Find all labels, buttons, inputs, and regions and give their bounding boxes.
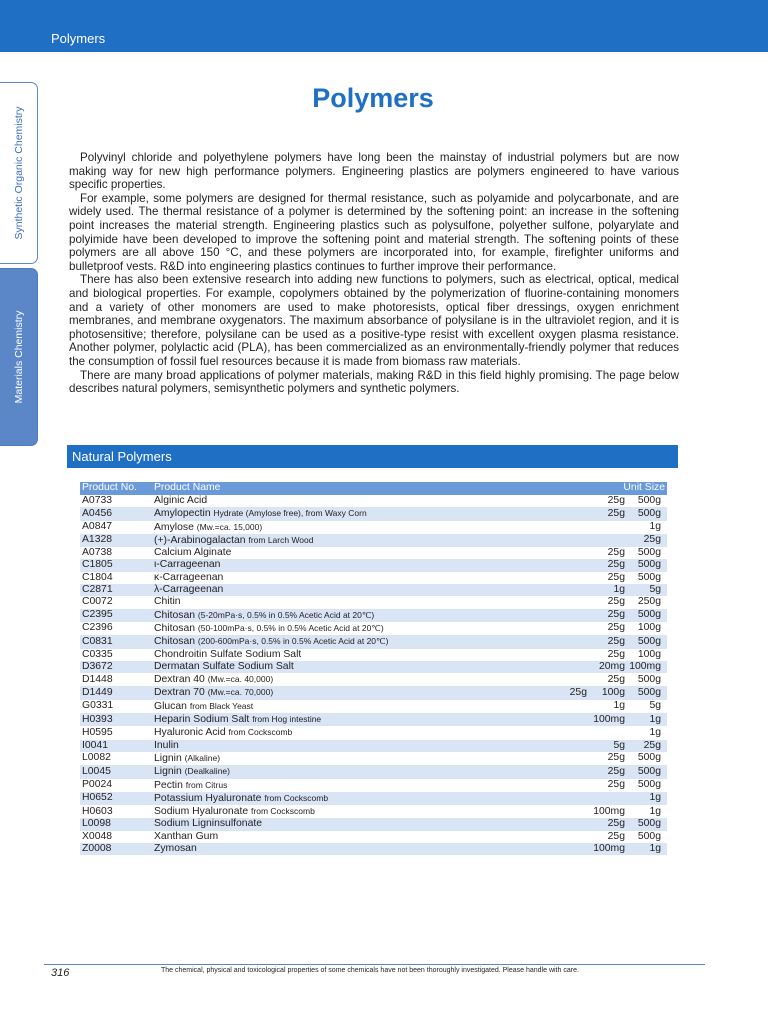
product-name: Amylopectin [154, 508, 211, 520]
product-name-cell [152, 609, 555, 622]
row-end-spacer [663, 740, 667, 752]
unit-size: 5g [627, 584, 663, 596]
unit-size [555, 622, 589, 635]
unit-size [555, 713, 589, 726]
product-note: from Black Yeast [189, 700, 254, 711]
paragraph: There has also been extensive research into adding new functions to polymers, such as electrical, optical, medical and biological properties. For example, copolymers obtained by the polymerization of fluorine-containing monomers and a variety of other monomers are used to make photoresists, optical fiber dressings, oxygen enrichment membranes, and membrane oxygenators. The maximum absorbance of polysilane is in the ultraviolet region, and it is photosensitive; therefore, polysilane can be used as a positive-type resist with excellent oxygen plasma resistance. Another polymer, polylactic acid (PLA), has been commercialized as an environmentally-friendly polymer that reduces the consumption of fossil fuel resources because it is made from biomass raw materials. [69, 273, 679, 368]
unit-size: 100mg [589, 713, 627, 726]
product-number: X0048 [82, 830, 113, 842]
product-number: A0738 [82, 547, 113, 559]
product-name: Glucan [154, 700, 187, 712]
row-end-spacer [663, 521, 667, 534]
unit-size: 25g [607, 495, 625, 506]
intro-text [69, 151, 679, 396]
table-row [80, 495, 667, 507]
product-name-cell [152, 622, 555, 635]
unit-size: 25g [607, 779, 625, 791]
product-number: H0652 [80, 792, 152, 805]
unit-size: 1g [649, 726, 661, 738]
product-number: C1804 [82, 571, 113, 583]
table-row [80, 622, 667, 635]
unit-size: 100mg [593, 805, 625, 817]
unit-size [555, 559, 589, 571]
product-number: L0098 [80, 818, 152, 830]
row-end-spacer [663, 559, 667, 571]
row-end-spacer [663, 818, 667, 830]
product-name-cell [152, 818, 555, 830]
product-name-cell [152, 572, 555, 584]
side-tab-label: Materials Chemistry [12, 310, 25, 404]
unit-size: 500g [637, 830, 661, 842]
unit-size: 500g [627, 686, 663, 699]
product-name: Dextran 40 [154, 674, 205, 686]
unit-size [555, 843, 589, 855]
product-name: Dermatan Sulfate Sodium Salt [154, 660, 294, 672]
product-name: Xanthan Gum [154, 830, 219, 842]
product-note: (Mw.=ca. 15,000) [196, 521, 263, 532]
side-tab-label: Synthetic Organic Chemistry [12, 106, 25, 240]
unit-size [555, 792, 589, 805]
unit-size: 25g [607, 752, 625, 764]
row-end-spacer [663, 752, 667, 765]
product-name: Lignin [154, 766, 182, 778]
product-name: Chitin [154, 596, 181, 608]
product-name: λ-Carrageenan [154, 584, 224, 596]
product-note: (Alkaline) [184, 752, 221, 763]
table-row [80, 818, 667, 830]
product-number: D1448 [82, 673, 113, 685]
row-end-spacer [663, 726, 667, 739]
row-end-spacer [663, 495, 667, 507]
table-row [80, 726, 667, 739]
row-end-spacer [663, 596, 667, 608]
product-name: Lignin [154, 752, 182, 764]
row-end-spacer [663, 534, 667, 547]
table-row [80, 752, 667, 765]
table-row [80, 609, 667, 622]
product-number: D3672 [80, 661, 152, 673]
table-row [80, 635, 667, 648]
product-name: Sodium Hyaluronate [154, 806, 249, 818]
product-number: C2395 [80, 609, 152, 622]
product-name-cell [152, 713, 555, 726]
product-name-cell [152, 649, 555, 661]
product-name: Calcium Alginate [154, 547, 232, 559]
product-name-cell [152, 547, 555, 559]
page-title: Polymers [312, 83, 434, 113]
product-name: Inulin [154, 739, 179, 751]
unit-size: 500g [637, 673, 661, 685]
unit-size [555, 765, 589, 778]
unit-size: 1g [613, 700, 625, 712]
unit-size: 25g [607, 547, 625, 559]
unit-size: 500g [637, 571, 661, 583]
product-name: Alginic Acid [154, 495, 208, 506]
row-end-spacer [663, 700, 667, 713]
row-end-spacer [663, 843, 667, 855]
product-note: (5-20mPa·s, 0.5% in 0.5% Acetic Acid at 20℃) [197, 609, 375, 620]
product-name-cell [152, 779, 555, 792]
product-note: (Mw.=ca. 70,000) [207, 687, 274, 698]
unit-size [555, 673, 589, 686]
product-note: (Mw.=ca. 40,000) [207, 674, 274, 685]
unit-size: 1g [627, 713, 663, 726]
product-number: C2396 [82, 622, 113, 634]
product-number: Z0008 [80, 843, 152, 855]
product-name: (+)-Arabinogalactan [154, 534, 246, 546]
unit-size [555, 635, 589, 648]
row-end-spacer [663, 507, 667, 520]
footer-disclaimer: The chemical, physical and toxicological properties of some chemicals have not been thoroughly investigated. Please handle with care. [161, 967, 579, 974]
paragraph: There are many broad applications of polymer materials, making R&D in this field highly promising. The page below describes natural polymers, semisynthetic polymers and synthetic polymers. [69, 368, 679, 396]
product-name: Chitosan [154, 636, 196, 648]
product-note: Hydrate (Amylose free), from Waxy Corn [213, 508, 367, 519]
product-name-cell [152, 584, 555, 596]
table-row [80, 713, 667, 726]
product-note: (50-100mPa·s, 0.5% in 0.5% Acetic Acid at 20℃) [197, 622, 384, 633]
product-name-cell [152, 831, 555, 843]
table-row [80, 792, 667, 805]
product-number: P0024 [82, 779, 113, 791]
product-name: Zymosan [154, 843, 197, 855]
product-name: κ-Carrageenan [154, 571, 224, 583]
product-number: C0335 [82, 648, 113, 660]
product-name-cell [152, 521, 555, 534]
unit-size [555, 547, 589, 559]
product-name-cell [152, 765, 555, 778]
unit-size: 500g [637, 779, 661, 791]
table-header-row [80, 482, 667, 495]
row-end-spacer [663, 792, 667, 805]
row-end-spacer [663, 831, 667, 843]
product-number: H0595 [82, 726, 113, 738]
row-end-spacer [663, 713, 667, 726]
table-row [80, 534, 667, 547]
product-name: Potassium Hyaluronate [154, 792, 262, 804]
unit-size: 25g [589, 609, 627, 622]
product-name-cell [152, 559, 555, 571]
product-note: (Dealkaline) [184, 766, 230, 777]
unit-size: 25g [607, 673, 625, 685]
unit-size: 25g [607, 648, 625, 660]
row-end-spacer [663, 779, 667, 792]
page-number: 316 [51, 967, 70, 979]
product-note: from Larch Wood [248, 534, 314, 545]
row-end-spacer [663, 547, 667, 559]
unit-size: 25g [589, 765, 627, 778]
unit-size: 5g [589, 740, 627, 752]
row-end-spacer [663, 686, 667, 699]
row-end-spacer [663, 673, 667, 686]
product-number: C0072 [82, 596, 113, 608]
product-name-cell [152, 726, 555, 739]
product-name-cell [152, 843, 555, 855]
unit-size: 5g [649, 700, 661, 712]
product-name-cell [152, 495, 555, 507]
unit-size: 25g [627, 534, 663, 547]
paragraph: Polyvinyl chloride and polyethylene polymers have long been the mainstay of industrial polymers but are now making way for new high performance polymers. Engineering plastics are polymers engineered to have various specific properties. [69, 151, 679, 192]
product-number: L0082 [82, 752, 111, 764]
row-end-spacer [663, 661, 667, 673]
unit-size [555, 726, 589, 739]
row-end-spacer [663, 609, 667, 622]
table-row [80, 507, 667, 520]
product-number: C1805 [80, 559, 152, 571]
product-name-cell [152, 596, 555, 608]
product-name: Amylose [154, 521, 194, 533]
product-name: Pectin [154, 779, 183, 791]
product-name: Chondroitin Sulfate Sodium Salt [154, 648, 302, 660]
product-name-cell [152, 752, 555, 765]
product-number: D1449 [80, 686, 152, 699]
product-number: C0831 [80, 635, 152, 648]
unit-size: 100mg [627, 661, 663, 673]
column-header-product-name: Product Name [152, 482, 555, 495]
table-row [80, 584, 667, 596]
product-number: A0733 [82, 495, 113, 506]
unit-size [555, 779, 589, 792]
product-name: Sodium Ligninsulfonate [154, 818, 263, 830]
table-row [80, 559, 667, 571]
unit-size: 25g [589, 559, 627, 571]
unit-size: 500g [637, 547, 661, 559]
unit-size: 25g [607, 571, 625, 583]
product-number: H0603 [82, 805, 113, 817]
unit-size [555, 752, 589, 765]
unit-size: 100g [637, 622, 661, 634]
table-row [80, 649, 667, 661]
unit-size: 1g [589, 584, 627, 596]
footer-divider [44, 964, 705, 965]
unit-size: 1g [649, 805, 661, 817]
unit-size: 500g [627, 609, 663, 622]
table-row [80, 740, 667, 752]
unit-size [555, 534, 589, 547]
unit-size: 500g [637, 752, 661, 764]
product-note: from Cockscomb [264, 792, 329, 803]
unit-size: 25g [555, 686, 589, 699]
product-note: from Citrus [185, 779, 228, 790]
row-end-spacer [663, 584, 667, 596]
product-number: L0045 [80, 765, 152, 778]
table-row [80, 661, 667, 673]
unit-size: 25g [589, 635, 627, 648]
unit-size: 1g [627, 792, 663, 805]
table-row [80, 686, 667, 699]
product-name-cell [152, 740, 555, 752]
paragraph: For example, some polymers are designed for thermal resistance, such as polyamide and polycarbonate, and are widely used. The thermal resistance of a polymer is determined by the softening point: an increase in the softening point increases the material strength. Engineering plastics such as polysulfone, polyether sulfone, polyarylate and polyimide have been developed to improve the softening point and material strength. The softening points of these polymers are all above 150 °C, and these polymers are incorporated into, for example, firefighter uniforms and bulletproof vests. R&D into engineering plastics continues to further improve their performance. [69, 191, 679, 273]
product-name: Chitosan [154, 609, 196, 621]
product-name: Hyaluronic Acid [154, 727, 226, 739]
product-name-cell [152, 534, 555, 547]
product-table [80, 482, 667, 855]
unit-size: 25g [607, 622, 625, 634]
column-header-product-no: Product No. [80, 482, 152, 495]
unit-size [555, 584, 589, 596]
table-row [80, 547, 667, 559]
table-row [80, 596, 667, 608]
unit-size [589, 726, 627, 739]
product-name-cell [152, 805, 555, 818]
unit-size: 25g [607, 830, 625, 842]
unit-size: 1g [649, 521, 661, 533]
product-name-cell [152, 507, 555, 520]
row-end-spacer [663, 635, 667, 648]
unit-size: 20mg [589, 661, 627, 673]
product-name-cell [152, 686, 555, 699]
product-note: from Cockscomb [251, 806, 315, 817]
unit-size [555, 818, 589, 830]
side-tab-materials-chemistry[interactable] [0, 268, 38, 446]
product-name: Dextran 70 [154, 687, 205, 699]
product-number: A1328 [80, 534, 152, 547]
unit-size [589, 792, 627, 805]
product-name-cell [152, 700, 555, 713]
product-note: (200-600mPa·s, 0.5% in 0.5% Acetic Acid at 20℃) [197, 636, 389, 647]
product-number: I0041 [80, 740, 152, 752]
unit-size: 500g [627, 765, 663, 778]
unit-size [555, 521, 589, 534]
section-heading: Natural Polymers [67, 445, 678, 468]
product-name: Heparin Sodium Salt [154, 714, 250, 726]
unit-size: 25g [607, 596, 625, 608]
unit-size [555, 700, 589, 713]
product-note: from Hog intestine [252, 714, 322, 725]
product-number: A0847 [82, 521, 113, 533]
unit-size [555, 805, 589, 818]
row-end-spacer [663, 805, 667, 818]
header-bar [0, 0, 768, 52]
unit-size [589, 521, 627, 534]
column-header-unit-size: Unit Size [555, 482, 667, 495]
table-row [80, 831, 667, 843]
table-row [80, 572, 667, 584]
table-row [80, 805, 667, 818]
product-note: from Cockscomb [228, 727, 293, 738]
row-end-spacer [663, 765, 667, 778]
unit-size [555, 649, 589, 661]
row-end-spacer [663, 572, 667, 584]
table-row [80, 700, 667, 713]
unit-size: 25g [589, 507, 627, 520]
unit-size: 25g [589, 818, 627, 830]
row-end-spacer [663, 622, 667, 635]
header-section-title: Polymers [51, 31, 106, 46]
product-name-cell [152, 673, 555, 686]
product-name-cell [152, 792, 555, 805]
table-row [80, 521, 667, 534]
unit-size: 500g [637, 495, 661, 506]
unit-size [555, 596, 589, 608]
unit-size [555, 609, 589, 622]
table-row [80, 673, 667, 686]
product-name: Chitosan [154, 622, 196, 634]
product-number: A0456 [80, 507, 152, 520]
unit-size [589, 534, 627, 547]
unit-size: 500g [627, 635, 663, 648]
product-name-cell [152, 661, 555, 673]
unit-size: 500g [627, 507, 663, 520]
product-name-cell [152, 635, 555, 648]
unit-size: 100g [637, 648, 661, 660]
unit-size [555, 740, 589, 752]
product-number: G0331 [82, 700, 114, 712]
unit-size [555, 661, 589, 673]
unit-size [555, 572, 589, 584]
unit-size: 500g [627, 559, 663, 571]
table-row [80, 779, 667, 792]
unit-size: 100mg [589, 843, 627, 855]
table-row [80, 843, 667, 855]
unit-size [555, 831, 589, 843]
unit-size: 100g [589, 686, 627, 699]
row-end-spacer [663, 649, 667, 661]
unit-size: 500g [627, 818, 663, 830]
table-row [80, 765, 667, 778]
unit-size: 1g [627, 843, 663, 855]
unit-size: 250g [637, 596, 661, 608]
product-number: H0393 [80, 713, 152, 726]
product-number: C2871 [80, 584, 152, 596]
unit-size [555, 507, 589, 520]
unit-size: 25g [627, 740, 663, 752]
product-name: ι-Carrageenan [154, 559, 221, 571]
unit-size [555, 495, 589, 507]
